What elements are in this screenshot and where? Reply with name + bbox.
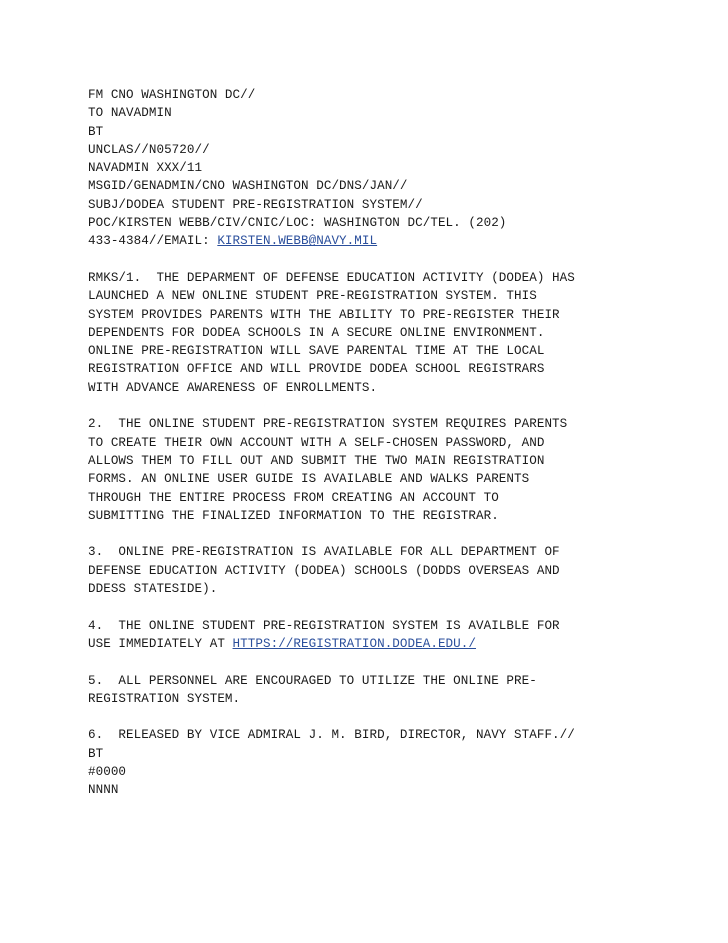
paragraph-line: ONLINE PRE-REGISTRATION WILL SAVE PARENTAL TIME AT THE LOCAL xyxy=(88,344,545,359)
from-line: FM CNO WASHINGTON DC// xyxy=(88,88,256,102)
url-prefix: USE IMMEDIATELY AT xyxy=(88,636,233,651)
poc-line: POC/KIRSTEN WEBB/CIV/CNIC/LOC: WASHINGTON DC/TEL. (202) xyxy=(88,216,507,231)
to-line: TO NAVADMIN xyxy=(88,106,172,121)
navadmin-line: NAVADMIN XXX/11 xyxy=(88,161,203,176)
poc-contact-line xyxy=(88,232,688,250)
paragraph-line: FORMS. AN ONLINE USER GUIDE IS AVAILABLE AND WALKS PARENTS xyxy=(88,472,530,487)
paragraph-line: 5. ALL PERSONNEL ARE ENCOURAGED TO UTILIZE THE ONLINE PRE- xyxy=(88,673,537,688)
poc-contact-prefix: 433-4384//EMAIL: xyxy=(88,234,218,249)
remarks-paragraph-1 xyxy=(88,269,688,397)
remarks-paragraph-4 xyxy=(88,617,688,654)
registration-url-link[interactable]: HTTPS://REGISTRATION.DODEA.EDU./ xyxy=(232,636,476,651)
footer-serial-line: #0000 xyxy=(88,764,127,779)
paragraph-line: 4. THE ONLINE STUDENT PRE-REGISTRATION SYSTEM IS AVAILBLE FOR xyxy=(88,618,560,633)
paragraph-line: REGISTRATION OFFICE AND WILL PROVIDE DODEA SCHOOL REGISTRARS xyxy=(88,362,545,377)
footer-end-line: NNNN xyxy=(88,783,119,798)
remarks-paragraph-2 xyxy=(88,415,688,525)
remarks-paragraph-6 xyxy=(88,726,688,744)
paragraph-line: DDESS STATESIDE). xyxy=(88,582,218,597)
paragraph-line: 2. THE ONLINE STUDENT PRE-REGISTRATION SYSTEM REQUIRES PARENTS xyxy=(88,417,568,432)
remarks-paragraph-3 xyxy=(88,543,688,598)
remarks-paragraph-5 xyxy=(88,672,688,709)
paragraph-line: REGISTRATION SYSTEM. xyxy=(88,691,241,706)
subject-line: SUBJ/DODEA STUDENT PRE-REGISTRATION SYSTEM// xyxy=(88,197,423,212)
paragraph-line: SUBMITTING THE FINALIZED INFORMATION TO THE REGISTRAR. xyxy=(88,508,499,523)
bt-line: BT xyxy=(88,124,104,139)
paragraph-line: TO CREATE THEIR OWN ACCOUNT WITH A SELF-CHOSEN PASSWORD, AND xyxy=(88,435,545,450)
paragraph-line: 6. RELEASED BY VICE ADMIRAL J. M. BIRD, DIRECTOR, NAVY STAFF.// xyxy=(88,728,575,743)
paragraph-line: DEPENDENTS FOR DODEA SCHOOLS IN A SECURE ONLINE ENVIRONMENT. xyxy=(88,325,545,340)
message-footer xyxy=(88,745,688,800)
paragraph-line: ALLOWS THEM TO FILL OUT AND SUBMIT THE TWO MAIN REGISTRATION xyxy=(88,453,545,468)
paragraph-line: THROUGH THE ENTIRE PROCESS FROM CREATING AN ACCOUNT TO xyxy=(88,490,499,505)
email-link[interactable]: KIRSTEN.WEBB@NAVY.MIL xyxy=(217,234,378,249)
paragraph-line: 3. ONLINE PRE-REGISTRATION IS AVAILABLE FOR ALL DEPARTMENT OF xyxy=(88,545,560,560)
paragraph-line: DEFENSE EDUCATION ACTIVITY (DODEA) SCHOOLS (DODDS OVERSEAS AND xyxy=(88,563,560,578)
message-document xyxy=(88,86,688,800)
paragraph-line: LAUNCHED A NEW ONLINE STUDENT PRE-REGISTRATION SYSTEM. THIS xyxy=(88,289,537,304)
message-header xyxy=(88,86,688,251)
msgid-line: MSGID/GENADMIN/CNO WASHINGTON DC/DNS/JAN// xyxy=(88,179,408,194)
paragraph-line: SYSTEM PROVIDES PARENTS WITH THE ABILITY TO PRE-REGISTER THEIR xyxy=(88,307,560,322)
paragraph-line: RMKS/1. THE DEPARMENT OF DEFENSE EDUCATION ACTIVITY (DODEA) HAS xyxy=(88,270,575,285)
classification-line: UNCLAS//N05720// xyxy=(88,142,210,157)
paragraph-line xyxy=(88,635,688,653)
footer-bt-line: BT xyxy=(88,746,104,761)
paragraph-line: WITH ADVANCE AWARENESS OF ENROLLMENTS. xyxy=(88,380,378,395)
